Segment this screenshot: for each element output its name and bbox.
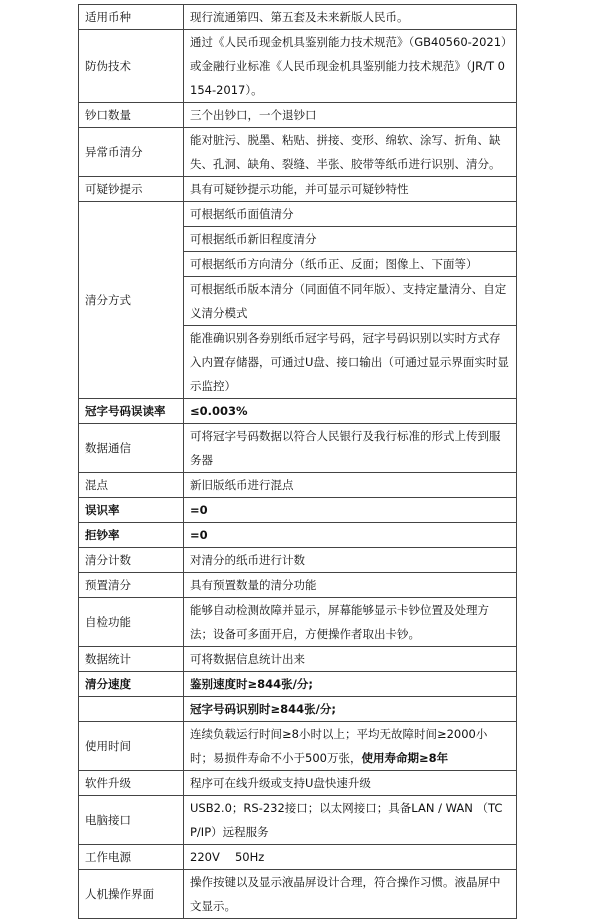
row-value: 可将冠字号码数据以符合人民银行及我行标准的形式上传到服务器 bbox=[184, 424, 517, 473]
row-value: 能准确识别各券别纸币冠字号码，冠字号码识别以实时方式存入内置存储器，可通过U盘、接口输出（可通过显示界面实时显示监控） bbox=[184, 326, 517, 399]
row-label: 清分计数 bbox=[79, 548, 184, 573]
table-row bbox=[79, 697, 517, 722]
row-value: 具有预置数量的清分功能 bbox=[184, 573, 517, 598]
row-value: 可将数据信息统计出来 bbox=[184, 647, 517, 672]
row-label: 可疑钞提示 bbox=[79, 177, 184, 202]
row-value: 现行流通第四、第五套及未来新版人民币。 bbox=[184, 5, 517, 30]
table-row bbox=[79, 177, 517, 202]
row-label: 工作电源 bbox=[79, 845, 184, 870]
table-row bbox=[79, 870, 517, 919]
row-value: 鉴别速度时≥844张/分; bbox=[184, 672, 517, 697]
row-value: 三个出钞口，一个退钞口 bbox=[184, 103, 517, 128]
row-label bbox=[79, 697, 184, 722]
row-value: 能对脏污、脱墨、粘贴、拼接、变形、绵软、涂写、折角、缺失、孔洞、缺角、裂缝、半张、胶带等纸币进行识别、清分。 bbox=[184, 128, 517, 177]
table-row bbox=[79, 424, 517, 473]
row-label: 人机操作界面 bbox=[79, 870, 184, 919]
table-row bbox=[79, 473, 517, 498]
row-label: 拒钞率 bbox=[79, 523, 184, 548]
table-row bbox=[79, 548, 517, 573]
row-value: 程序可在线升级或支持U盘快速升级 bbox=[184, 771, 517, 796]
row-value: 通过《人民币现金机具鉴别能力技术规范》（GB40560-2021）或金融行业标准《人民币现金机具鉴别能力技术规范》（JR/T 0154-2017）。 bbox=[184, 30, 517, 103]
row-value: 对清分的纸币进行计数 bbox=[184, 548, 517, 573]
table-row bbox=[79, 672, 517, 697]
table-row bbox=[79, 128, 517, 177]
table-row bbox=[79, 103, 517, 128]
row-label: 防伪技术 bbox=[79, 30, 184, 103]
row-value: 冠字号码识别时≥844张/分; bbox=[184, 697, 517, 722]
table-row bbox=[79, 573, 517, 598]
row-label: 数据通信 bbox=[79, 424, 184, 473]
row-value: 可根据纸币方向清分（纸币正、反面；图像上、下面等） bbox=[184, 252, 517, 277]
row-value: 220V 50Hz bbox=[184, 845, 517, 870]
table-row bbox=[79, 722, 517, 771]
row-label: 电脑接口 bbox=[79, 796, 184, 845]
row-label: 清分速度 bbox=[79, 672, 184, 697]
row-value: =0 bbox=[184, 498, 517, 523]
row-value: 可根据纸币面值清分 bbox=[184, 202, 517, 227]
spec-table bbox=[78, 4, 517, 919]
row-value: 新旧版纸币进行混点 bbox=[184, 473, 517, 498]
service-life-text: 使用寿命期≥8年 bbox=[361, 751, 449, 765]
row-label: 自检功能 bbox=[79, 598, 184, 647]
row-label: 钞口数量 bbox=[79, 103, 184, 128]
row-value: =0 bbox=[184, 523, 517, 548]
row-label: 混点 bbox=[79, 473, 184, 498]
row-value bbox=[184, 722, 517, 771]
table-row bbox=[79, 598, 517, 647]
row-label: 使用时间 bbox=[79, 722, 184, 771]
table-row bbox=[79, 771, 517, 796]
row-value: ≤0.003% bbox=[184, 399, 517, 424]
table-row bbox=[79, 647, 517, 672]
table-row bbox=[79, 796, 517, 845]
row-value: 能够自动检测故障并显示，屏幕能够显示卡钞位置及处理方法；设备可多面开启，方便操作者取出卡钞。 bbox=[184, 598, 517, 647]
table-row bbox=[79, 5, 517, 30]
table-row bbox=[79, 30, 517, 103]
row-label: 清分方式 bbox=[79, 202, 184, 399]
row-label: 误识率 bbox=[79, 498, 184, 523]
table-row bbox=[79, 523, 517, 548]
row-value: 操作按键以及显示液晶屏设计合理，符合操作习惯。液晶屏中文显示。 bbox=[184, 870, 517, 919]
row-value: 具有可疑钞提示功能，并可显示可疑钞特性 bbox=[184, 177, 517, 202]
table-row bbox=[79, 845, 517, 870]
row-label: 预置清分 bbox=[79, 573, 184, 598]
row-label: 软件升级 bbox=[79, 771, 184, 796]
row-value: 可根据纸币版本清分（同面值不同年版）、支持定量清分、自定义清分模式 bbox=[184, 277, 517, 326]
table-row bbox=[79, 498, 517, 523]
row-value: USB2.0；RS-232接口；以太网接口；具备LAN / WAN （TCP/IP）远程服务 bbox=[184, 796, 517, 845]
row-label: 数据统计 bbox=[79, 647, 184, 672]
table-row bbox=[79, 399, 517, 424]
row-label: 异常币清分 bbox=[79, 128, 184, 177]
usage-time-text: 连续负载运行时间≥8小时以上；平均无故障时间≥2000小时；易损件寿命不小于500万张， bbox=[190, 727, 488, 765]
row-label: 适用币种 bbox=[79, 5, 184, 30]
table-row bbox=[79, 202, 517, 227]
row-label: 冠字号码误读率 bbox=[79, 399, 184, 424]
row-value: 可根据纸币新旧程度清分 bbox=[184, 227, 517, 252]
